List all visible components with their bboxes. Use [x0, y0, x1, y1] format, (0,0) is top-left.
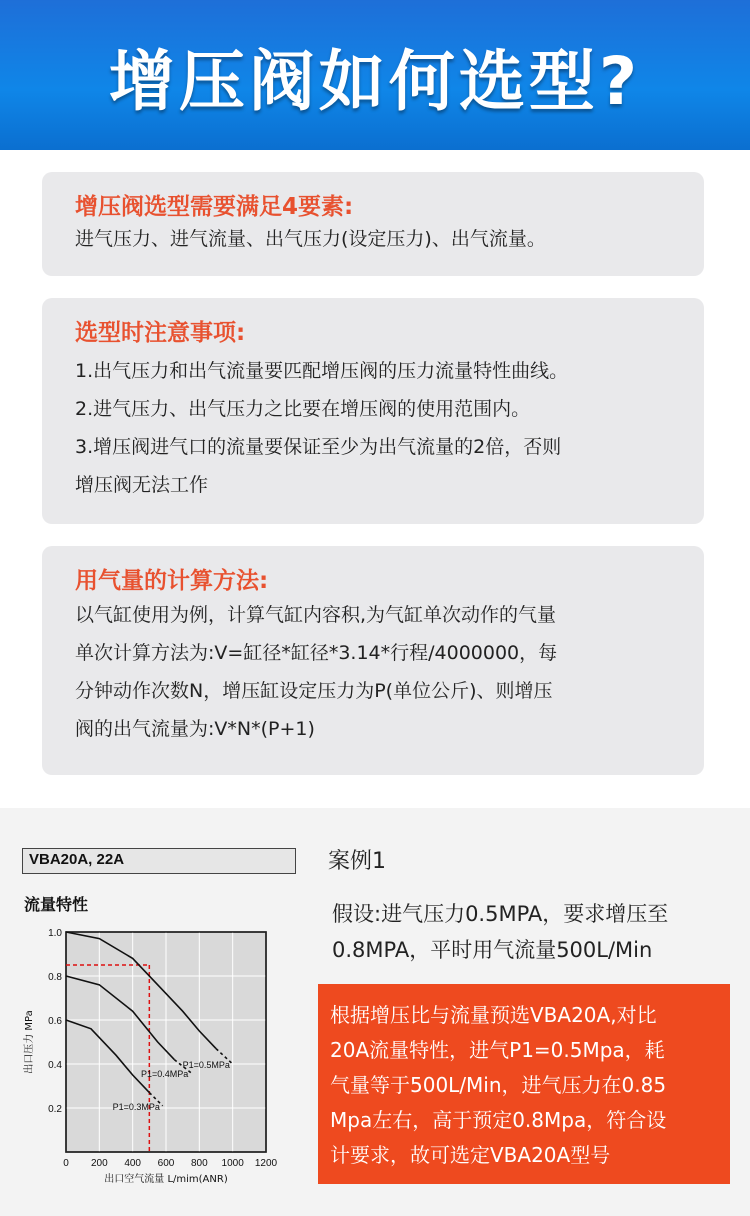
y-tick-label: 0.2: [48, 1104, 62, 1115]
assumption-text: 假设:进气压力0.5MPA，要求增压至 0.8MPA，平时用气流量500L/Min: [332, 902, 669, 962]
page-title: 增压阀如何选型?: [108, 43, 642, 120]
series-label: P1=0.3MPa: [112, 1101, 160, 1112]
notes-card: [42, 298, 704, 524]
requirements-title: 增压阀选型需要满足4要素:: [75, 194, 354, 220]
notes-title: 选型时注意事项:: [75, 320, 246, 346]
x-tick-label: 1000: [221, 1158, 244, 1169]
notes-text: 1.出气压力和出气流量要匹配增压阀的压力流量特性曲线。 2.进气压力、出气压力之比要在增压阀的使用范围内。 3.增压阀进气口的流量要保证至少为出气流量的2倍，否则 增压阀无法工作: [75, 360, 569, 496]
y-axis-label: 出口压力 MPa: [24, 1010, 35, 1074]
requirements-text: 进气压力、进气流量、出气压力(设定压力)、出气流量。: [75, 228, 546, 250]
requirements-card: [42, 172, 704, 276]
x-tick-label: 400: [124, 1158, 142, 1169]
model-label: VBA20A, 22A: [22, 848, 296, 874]
conclusion-box: [318, 984, 730, 1184]
x-tick-label: 200: [90, 1158, 108, 1169]
flow-chart: [18, 916, 298, 1206]
flow-characteristics-title: 流量特性: [24, 895, 89, 914]
x-axis-label: 出口空气流量 L/mim(ANR): [104, 1174, 228, 1185]
series-label: P1=0.5MPa: [182, 1060, 230, 1070]
series-label: P1=0.4MPa: [141, 1068, 189, 1079]
y-tick-label: 0.8: [48, 972, 62, 983]
x-tick-label: 600: [157, 1158, 175, 1169]
case-section: [0, 808, 750, 1216]
y-tick-label: 0.4: [48, 1060, 62, 1071]
x-tick-label: 1200: [254, 1158, 278, 1169]
calculation-title: 用气量的计算方法:: [75, 568, 269, 594]
y-tick-label: 0.6: [48, 1016, 62, 1027]
x-tick-label: 800: [190, 1158, 208, 1169]
case-label: 案例1: [328, 849, 386, 874]
calculation-card: [42, 546, 704, 775]
conclusion-text: 根据增压比与流量预选VBA20A,对比 20A流量特性，进气P1=0.5Mpa，耗 气量等于500L/Min，进气压力在0.85 Mpa左右，高于预定0.8Mpa，符合设 计要求，故可选定VBA20A型号: [330, 1003, 667, 1167]
calculation-text: 以气缸使用为例，计算气缸内容积,为气缸单次动作的气量 单次计算方法为:V=缸径*缸径*3.14*行程/4000000，每 分钟动作次数N，增压缸设定压力为P(单位公斤)、则增压 阀的出气流量为:V*N*(P+1): [75, 604, 558, 740]
y-tick-label: 1.0: [48, 928, 62, 939]
x-tick-label: 0: [63, 1158, 69, 1169]
header-banner: [0, 0, 750, 150]
